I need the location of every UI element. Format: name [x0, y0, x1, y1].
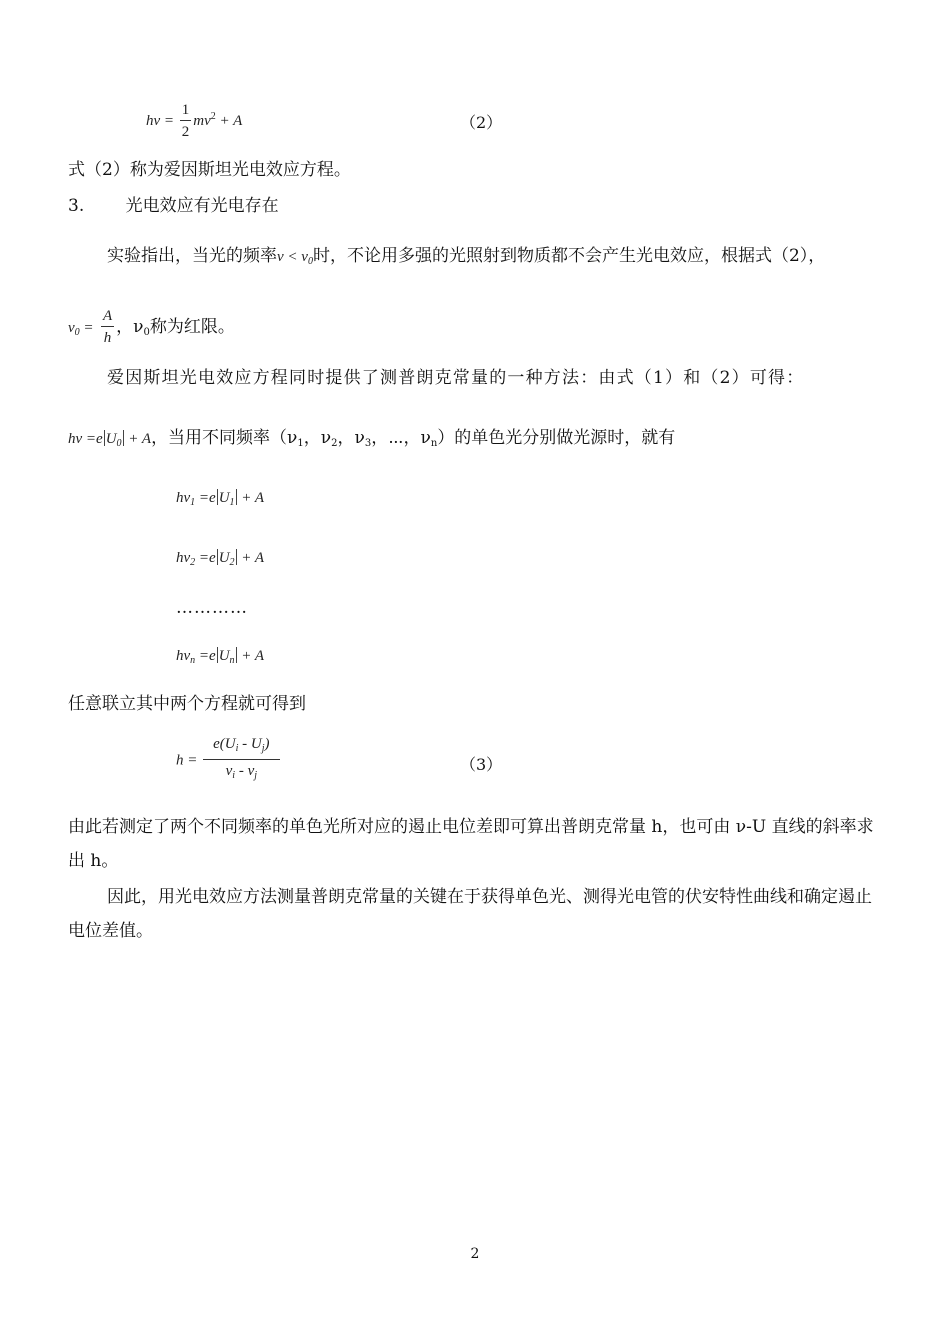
- eq3-num-j: j: [261, 743, 265, 754]
- abs-bar-left: [217, 647, 218, 663]
- eq3-den-minus: - ν: [235, 763, 255, 779]
- gen-mid: =e: [82, 431, 103, 447]
- abs-bar-left: [104, 430, 105, 446]
- gen-text-1: ，当用不同频率（ν: [151, 428, 298, 448]
- eql2-rhs: + A: [237, 550, 265, 566]
- gen-c1: ，ν: [303, 428, 332, 448]
- eq2-power: 2: [210, 110, 216, 122]
- eql2-lhs: hν: [176, 550, 191, 566]
- eq2-description: 式（2）称为爱因斯坦光电效应方程。: [68, 160, 351, 180]
- v0-symbol: ν: [68, 320, 75, 336]
- gen-rhs: + A: [124, 431, 152, 447]
- combine-line: 任意联立其中两个方程就可得到: [68, 694, 306, 714]
- eq2-lhs: hν: [146, 112, 161, 129]
- eqln-usub: n: [229, 655, 235, 666]
- eql1-usub: 1: [229, 497, 235, 508]
- section-3-title: 光电效应有光电存在: [125, 196, 279, 216]
- eq3-num-a: e(U: [213, 736, 236, 752]
- eqln-sub: n: [190, 655, 196, 666]
- eql2-usub: 2: [229, 557, 235, 568]
- method-paragraph: 爱因斯坦光电效应方程同时提供了测普朗克常量的一种方法：由式（1）和（2）可得：: [107, 368, 805, 388]
- eq2-rest: + A: [215, 112, 243, 129]
- equation-list-item-n: [176, 642, 264, 675]
- threshold-condition: [277, 249, 313, 265]
- page-number: 2: [470, 1246, 480, 1262]
- equation-3: [176, 734, 282, 787]
- abs-bar-left: [217, 489, 218, 505]
- eql1-sub: 1: [190, 497, 196, 508]
- gen-c3: ，⋯，ν: [371, 428, 431, 448]
- cond-v: ν: [277, 249, 284, 265]
- abs-bar-left: [217, 549, 218, 565]
- cond-lt: <: [283, 249, 302, 265]
- gen-s3: 3: [364, 438, 372, 449]
- equation-2-number: （2）: [460, 113, 503, 132]
- eql2-u: U: [218, 550, 230, 566]
- ellipsis-dots: …………: [176, 598, 248, 618]
- gen-u-sub: 0: [116, 438, 122, 449]
- eq3-num-minus: - U: [238, 736, 262, 752]
- eq3-den-j: j: [254, 770, 258, 781]
- threshold-text-1: 实验指出，当光的频率: [107, 246, 277, 266]
- gen-u: U: [105, 431, 117, 447]
- gen-text-2: ）的单色光分别做光源时，就有: [437, 428, 676, 448]
- gen-s1: 1: [297, 438, 304, 449]
- v0-denominator: h: [103, 330, 112, 346]
- eqln-u: U: [218, 648, 230, 664]
- section-3-heading: [68, 192, 279, 220]
- v0-numerator: A: [101, 306, 114, 327]
- section-3-index: 3.: [68, 196, 85, 216]
- eq2-equals: =: [160, 112, 175, 129]
- eqln-rhs: + A: [237, 648, 265, 664]
- conclusion-paragraph: 因此，用光电效应方法测量普朗克常量的关键在于获得单色光、测得光电管的伏安特性曲线和确定遏止电位差值。: [68, 887, 872, 941]
- eqln-lhs: hν: [176, 648, 191, 664]
- abs-bar-right: [236, 549, 237, 565]
- eqln-mid: =e: [195, 648, 216, 664]
- equation-list-item-1: [176, 484, 264, 517]
- v0-tail: ，ν: [116, 317, 144, 337]
- eql1-lhs: hν: [176, 490, 191, 506]
- v0-lhs: [68, 320, 94, 336]
- equation-v0: [68, 306, 235, 349]
- eq3-denominator: [203, 760, 279, 787]
- result-paragraph: 由此若测定了两个不同频率的单色光所对应的遏止电位差即可算出普朗克常量 h，也可由 ν-U 直线的斜率求出 h。: [68, 817, 874, 871]
- abs-bar-right: [236, 647, 237, 663]
- abs-bar-right: [123, 430, 124, 446]
- gen-s2: 2: [331, 438, 338, 449]
- eq2-fraction: [180, 100, 192, 143]
- eq3-lhs: h =: [176, 752, 198, 769]
- eq3-num-i: i: [235, 743, 239, 754]
- gen-c2: ，ν: [337, 428, 365, 448]
- eql1-rhs: + A: [237, 490, 265, 506]
- equation-3-number: （3）: [460, 755, 503, 774]
- eql1-u: U: [218, 490, 230, 506]
- equation-list-item-2: [176, 544, 264, 577]
- gen-sn: n: [430, 438, 438, 449]
- v0-tail-text: 称为红限。: [149, 317, 235, 337]
- eq3-num-close: ): [264, 736, 270, 752]
- v0-fraction: [101, 306, 114, 349]
- general-equation: [68, 431, 151, 447]
- v0-sub: 0: [74, 327, 80, 338]
- gen-lhs: hν: [68, 431, 83, 447]
- eq2-denominator: 2: [181, 124, 190, 140]
- eq2-numerator: 1: [180, 100, 192, 121]
- eq3-fraction: [203, 734, 279, 787]
- equation-2: [146, 100, 242, 143]
- general-equation-line: [68, 424, 675, 458]
- cond-v0-sub: 0: [307, 256, 313, 267]
- eq2-mv: mv: [193, 112, 211, 129]
- eq3-den-i: i: [232, 770, 236, 781]
- v0-tail-sub: 0: [143, 327, 150, 338]
- abs-bar-right: [236, 489, 237, 505]
- threshold-paragraph: [107, 242, 825, 276]
- eq3-den-a: ν: [225, 763, 233, 779]
- eq3-numerator: [203, 734, 279, 760]
- threshold-text-2: 时，不论用多强的光照射到物质都不会产生光电效应，根据式（2），: [312, 246, 826, 266]
- eql1-mid: =e: [195, 490, 216, 506]
- eql2-mid: =e: [195, 550, 216, 566]
- cond-v0: ν: [301, 249, 308, 265]
- v0-equals: =: [79, 320, 94, 336]
- eql2-sub: 2: [190, 557, 196, 568]
